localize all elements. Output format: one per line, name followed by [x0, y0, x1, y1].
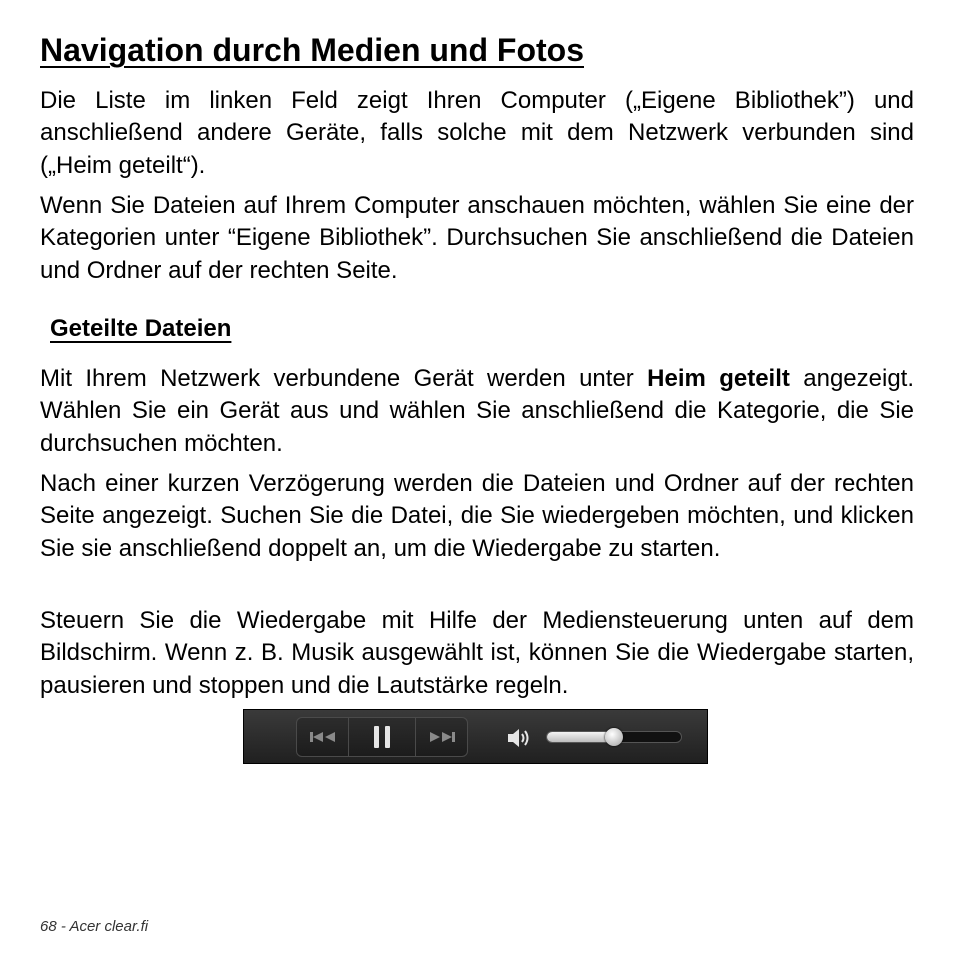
- paragraph-start-playback: Nach einer kurzen Verzögerung werden die Dateien und Ordner auf der rechten Seite angezeigt. Suchen Sie die Datei, die Sie wiedergeben möchten, und klicken Sie sie anschließend doppelt an, um die Wiedergabe zu starten.: [40, 470, 914, 562]
- paragraph-browse-files: Wenn Sie Dateien auf Ihrem Computer anschauen möchten, wählen Sie eine der Kategorien unter “Eigene Bibliothek”. Durchsuchen Sie anschließend die Dateien und Ordner auf der rechten Seite.: [40, 192, 914, 284]
- paragraph-text: angezeigt. Wählen Sie ein Gerät aus und wählen Sie anschließend die Kategorie, die Sie durchsuchen möchten.: [40, 365, 915, 457]
- paragraph-text: Mit Ihrem Netzwerk verbundene Gerät werden unter: [40, 365, 648, 392]
- volume-slider-handle[interactable]: [605, 728, 623, 746]
- paragraph-library-list: Die Liste im linken Feld zeigt Ihren Computer („Eigene Bibliothek”) und anschließend andere Geräte, falls solche mit dem Netzwerk verbunden sind („Heim geteilt“).: [40, 87, 914, 179]
- volume-button[interactable]: [507, 726, 533, 750]
- speaker-icon: [507, 726, 533, 750]
- pause-icon: [373, 725, 391, 749]
- media-control-bar: [243, 709, 708, 764]
- previous-button[interactable]: [297, 718, 349, 756]
- paragraph-shared-devices: [40, 363, 914, 460]
- pause-button[interactable]: [349, 718, 416, 756]
- page-title: Navigation durch Medien und Fotos: [40, 32, 584, 68]
- section-title: Geteilte Dateien: [50, 315, 232, 342]
- paragraph-media-controls: Steuern Sie die Wiedergabe mit Hilfe der Mediensteuerung unten auf dem Bildschirm. Wenn z. B. Musik ausgewählt ist, können Sie die Wiedergabe starten, pausieren und stoppen und die Lautstärke regeln.: [40, 607, 914, 699]
- bold-term-heim-geteilt: Heim geteilt: [647, 365, 790, 392]
- skip-forward-icon: [428, 730, 456, 744]
- skip-back-icon: [309, 730, 337, 744]
- next-button[interactable]: [416, 718, 467, 756]
- playback-button-group: [296, 717, 468, 757]
- page-footer: 68 - Acer clear.fi: [40, 918, 149, 935]
